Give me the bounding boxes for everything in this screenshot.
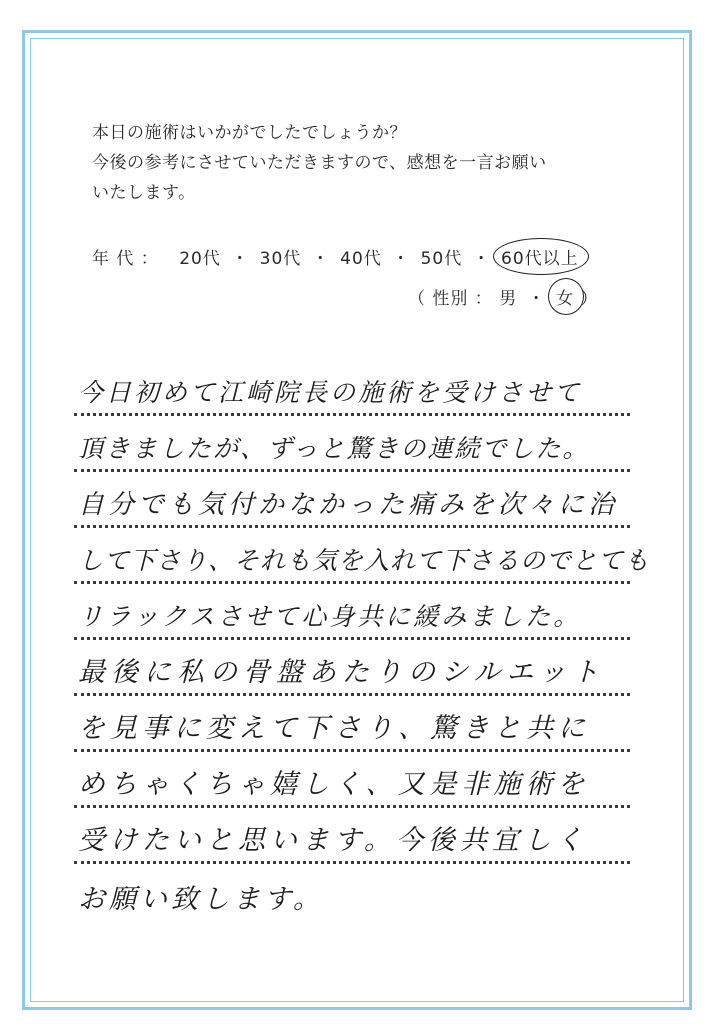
prompt-line: 今後の参考にさせていただきますので、感想を一言お願い [92,153,547,173]
age-option-40[interactable]: 40代 [340,249,382,269]
comment-line [74,752,630,808]
comment-text: 頂きましたが、ずっと驚きの連続でした。 [78,434,590,463]
comment-line [74,808,630,864]
gender-label: 性別 ： [432,289,493,309]
comment-line [74,696,630,752]
separator: ・ [231,249,250,269]
comment-text: 最後に私の骨盤あたりのシルエット [78,657,605,688]
separator: ・ [527,289,546,309]
comment-text: を見事に変えて下さり、驚きと共に [78,713,590,744]
age-option-50[interactable]: 50代 [420,249,463,269]
handwritten-comment [74,360,651,920]
comment-text: 受けたいと思います。今後共宜しく [78,825,588,856]
prompt-line: 本日の施術はいかがでしたでしょうか？ [92,123,407,143]
comment-text: お願い致します。 [78,884,324,915]
gender-open-paren: （ [408,289,426,309]
gender-close-paren: ） [580,289,599,309]
comment-line [74,584,630,640]
comment-text: して下さり、それも気を入れて下さるのでとても [78,546,651,575]
comment-text: 今日初めて江崎院長の施術を受けさせて [78,378,583,407]
prompt-line: いたします。 [92,183,196,203]
gender-option-male[interactable]: 男 [499,289,518,309]
comment-line [74,472,630,528]
separator: ・ [472,249,491,269]
age-option-20[interactable]: 20代 [179,249,221,269]
separator: ・ [392,249,411,269]
comment-text: 自分でも気付かなかった痛みを次々に治 [78,490,619,520]
comment-line [74,360,630,416]
comment-line [74,528,651,584]
age-option-60-plus-selected[interactable]: 60代以上 [501,244,579,269]
age-option-30[interactable]: 30代 [259,249,302,269]
comment-text: めちゃくちゃ嬉しく、又是非施術を [78,769,590,800]
age-label: 年 代 ： [92,249,159,269]
gender-option-female-selected[interactable]: 女 [556,284,574,309]
age-field [92,244,579,269]
comment-line [74,640,630,696]
comment-line [74,864,630,920]
separator: ・ [311,249,330,269]
comment-text: リラックスさせて心身共に緩みました。 [78,602,582,631]
gender-field [408,284,598,309]
survey-prompt [92,118,652,208]
comment-line [74,416,630,472]
